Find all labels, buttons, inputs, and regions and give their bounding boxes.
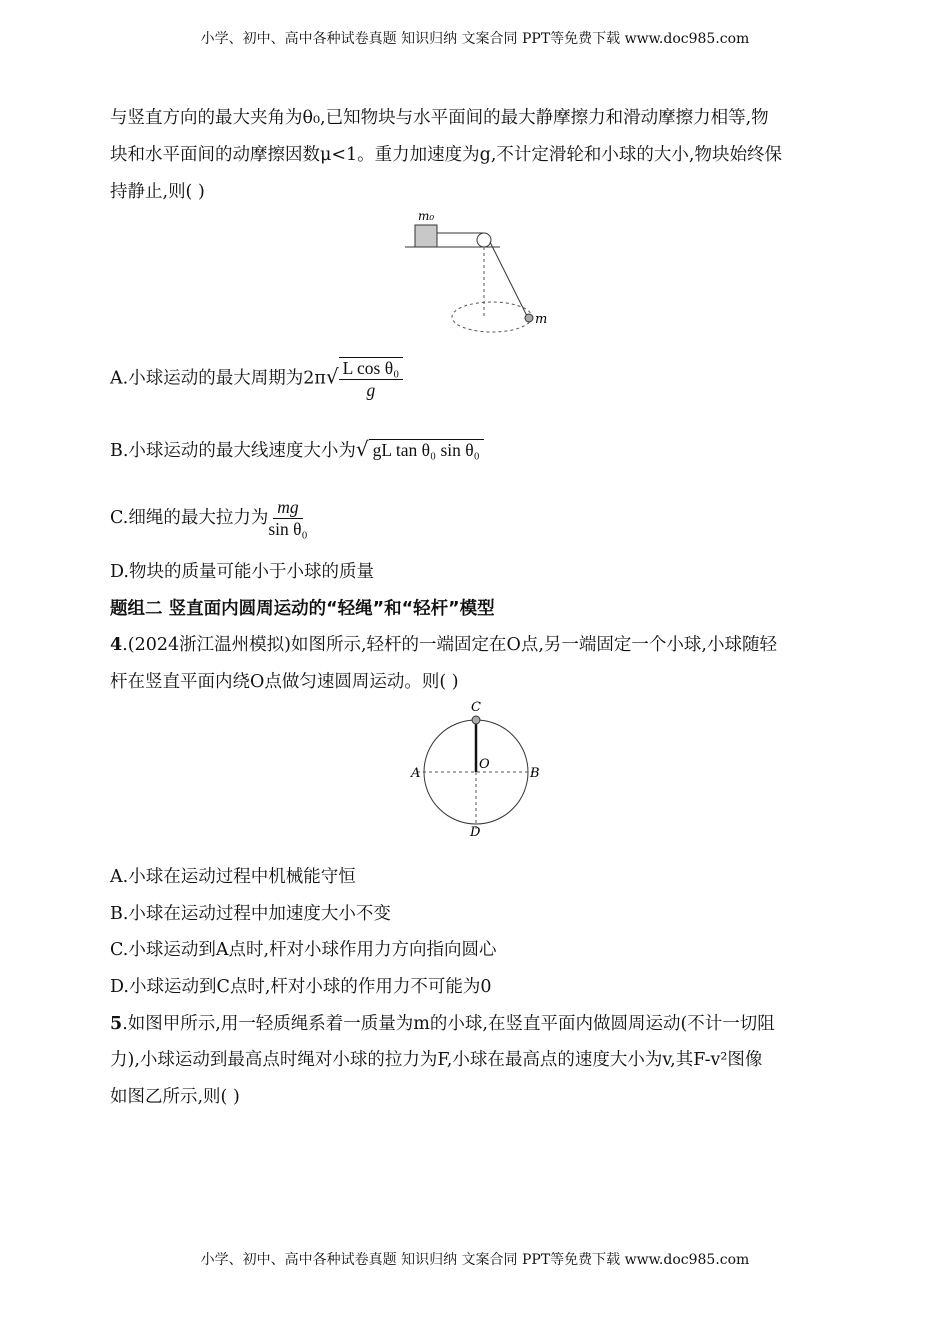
pulley-diagram [400, 200, 560, 340]
option-c-text: C.细绳的最大拉力为 [110, 508, 269, 528]
q4-number: 4 [110, 635, 123, 655]
option-c-numerator: mg [273, 497, 302, 519]
page-footer: 小学、初中、高中各种试卷真题 知识归纳 文案合同 PPT等免费下载 www.doc985.com [200, 1252, 750, 1268]
q5-text-line2: 力),小球运动到最高点时绳对小球的拉力为F,小球在最高点的速度大小为v,其F-v²图像 [110, 1050, 763, 1070]
label-o: O [479, 757, 490, 772]
q4-text-line2: 杆在竖直平面内绕O点做匀速圆周运动。则( ) [110, 672, 459, 692]
q4-option-b[interactable]: B.小球在运动过程中加速度大小不变 [110, 904, 391, 924]
option-a-denominator: g [366, 380, 376, 400]
ball-label: m [535, 312, 548, 327]
q4-line1: .(2024浙江温州模拟)如图所示,轻杆的一端固定在O点,另一端固定一个小球,小球随轻 [122, 635, 777, 655]
q4-option-c[interactable]: C.小球运动到A点时,杆对小球作用力方向指向圆心 [110, 940, 497, 960]
option-a-numerator: L cos θ₀ [339, 358, 404, 380]
q3-text-line1: 与竖直方向的最大夹角为θ₀,已知物块与水平面间的最大静摩擦力和滑动摩擦力相等,物 [110, 108, 769, 128]
option-b-radicand: gL tan θ₀ sin θ₀ [369, 439, 484, 461]
q3-option-b[interactable]: B.小球运动的最大线速度大小为√ gL tan θ₀ sin θ₀ [110, 437, 484, 462]
q4-text-line1 [110, 631, 777, 656]
label-b: B [530, 766, 540, 781]
q3-option-c[interactable] [110, 497, 308, 540]
option-a-text: A.小球运动的最大周期为2π [110, 368, 326, 389]
label-d: D [470, 825, 481, 840]
option-c-denominator: sin θ₀ [268, 519, 308, 539]
label-a: A [411, 766, 421, 781]
q5-line1: .如图甲所示,用一轻质绳系着一质量为m的小球,在竖直平面内做圆周运动(不计一切阻 [122, 1014, 775, 1034]
q5-text-line3: 如图乙所示,则( ) [110, 1087, 240, 1107]
group-title: 题组二 竖直面内圆周运动的“轻绳”和“轻杆”模型 [110, 599, 495, 619]
q3-option-d[interactable]: D.物块的质量可能小于小球的质量 [110, 562, 374, 582]
q5-text-line1 [110, 1010, 775, 1035]
circle-diagram [405, 698, 555, 843]
option-b-text: B.小球运动的最大线速度大小为 [110, 441, 356, 461]
page-header: 小学、初中、高中各种试卷真题 知识归纳 文案合同 PPT等免费下载 www.doc985.com [200, 31, 750, 47]
block-label: m₀ [418, 209, 435, 223]
label-c: C [471, 700, 481, 715]
q3-text-line3: 持静止,则( ) [110, 182, 205, 202]
q5-number: 5 [110, 1014, 123, 1034]
q3-option-a[interactable]: A.小球运动的最大周期为2π√ $\frac{\text{L cos θ₀}}{g}$ [110, 357, 403, 401]
q4-option-d[interactable]: D.小球运动到C点时,杆对小球的作用力不可能为0 [110, 977, 492, 997]
q3-text-line2: 块和水平面间的动摩擦因数μ<1。重力加速度为g,不计定滑轮和小球的大小,物块始终保 [110, 145, 782, 165]
q4-option-a[interactable]: A.小球在运动过程中机械能守恒 [110, 867, 356, 887]
